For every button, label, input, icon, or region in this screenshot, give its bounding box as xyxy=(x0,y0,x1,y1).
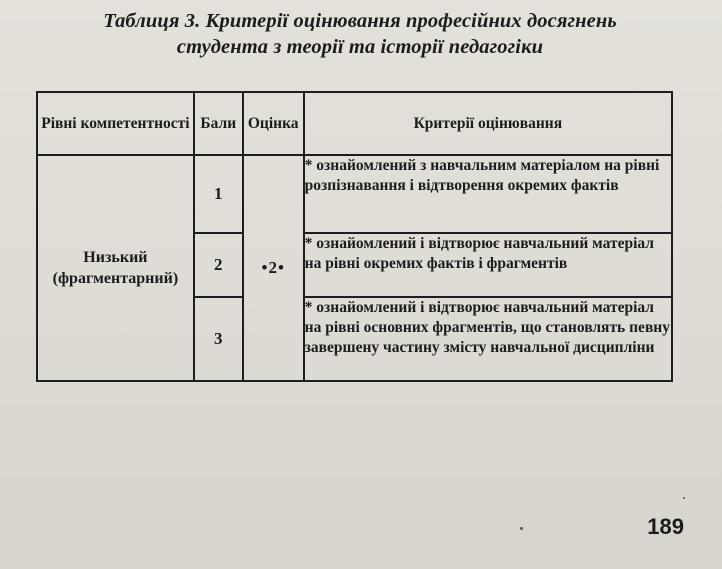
header-criteria: Критерії оцінювання xyxy=(304,92,672,155)
points-cell: 1 xyxy=(194,155,243,233)
criteria-cell: * ознайомлений і відтворює навчальний матеріал на рівні основних фрагментів, що становлять певну завершену частину змісту навчальної дисципліни xyxy=(304,297,672,381)
header-points: Бали xyxy=(194,92,243,155)
caption-line-2: студента з теорії та історії педагогіки xyxy=(176,36,544,58)
criteria-cell: * ознайомлений і відтворює навчальний матеріал на рівні окремих фактів і фрагментів xyxy=(304,233,672,297)
points-cell: 2 xyxy=(194,233,243,297)
header-grade: Оцінка xyxy=(243,92,304,155)
page-number: 189 xyxy=(647,514,684,539)
caption-line-1: Таблиця 3. Критерії оцінювання професійних досягнень xyxy=(103,10,617,32)
points-cell: 3 xyxy=(194,297,243,381)
table-header-row xyxy=(37,92,672,155)
table-row xyxy=(37,155,672,233)
level-qualifier: (фрагментарний) xyxy=(52,270,179,287)
header-competence-levels: Рівні компетентності xyxy=(37,92,194,155)
competence-level-cell xyxy=(37,155,194,381)
table-caption xyxy=(40,8,680,60)
level-name: Низький xyxy=(83,249,148,266)
paper-speck xyxy=(683,497,685,499)
paper-speck xyxy=(520,527,523,530)
grade-cell: •2• xyxy=(243,155,304,381)
assessment-criteria-table xyxy=(36,91,673,382)
criteria-cell: * ознайомлений з навчальним матеріалом на рівні розпізнавання і відтворення окремих фактів xyxy=(304,155,672,233)
